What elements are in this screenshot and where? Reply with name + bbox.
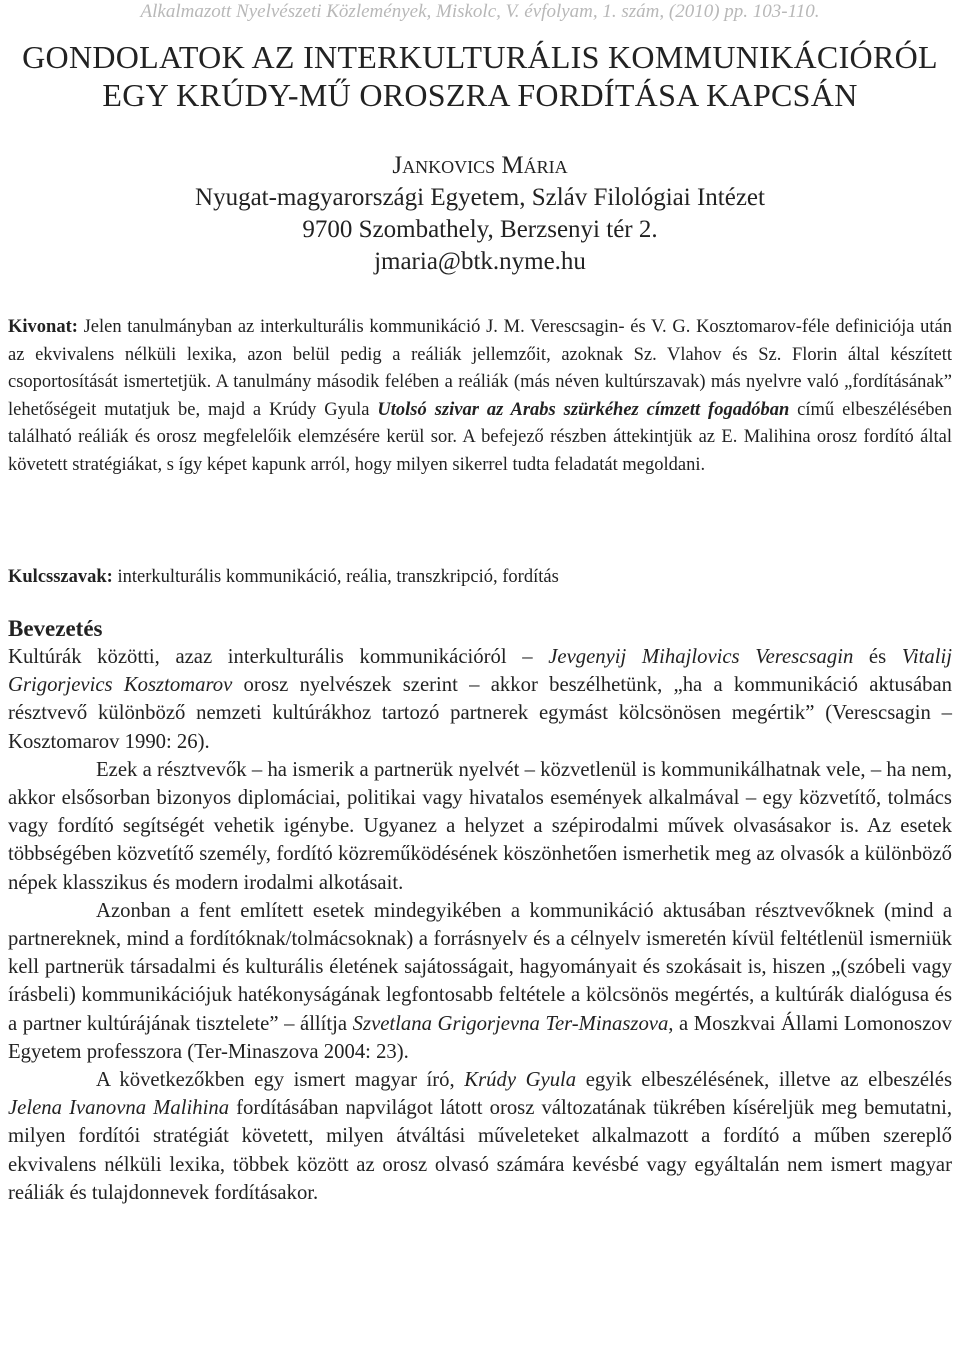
p3-text-a: Azonban a fent említett esetek mindegyikében a kommunikáció aktusában résztvevőknek (mind a partnereknek, mind a fordítóknak/tolmácsoknak) a forrásnyelv és a célnyelv ismeretén kívül feltétlenül ismerniük kell partnerük társadalmi és kulturális életének sajátosságait, hagyományait és szokásait is, hiszen „(szóbeli vagy írásbeli) kommunikációjuk hatékonyságának legfontosabb feltétele a kölcsönös megértés, a kultúrák dialógusa és a partner kultúrájának tisztelete” – állítja: [8, 899, 952, 1035]
abstract-work-title: Utolsó szivar az Arabs szürkéhez címzett fogadóban: [377, 399, 790, 420]
paragraph-4: [8, 1066, 952, 1207]
title-line-2: EGY KRÚDY-MŰ OROSZRA FORDÍTÁSA KAPCSÁN: [102, 77, 858, 113]
keywords: [8, 564, 952, 590]
running-head: Alkalmazott Nyelvészeti Közlemények, Miskolc, V. évfolyam, 1. szám, (2010) pp. 103-110.: [140, 1, 820, 22]
abstract-label: Kivonat:: [8, 317, 78, 337]
section-heading: Bevezetés: [8, 616, 103, 641]
author-email: jmaria@btk.nyme.hu: [374, 248, 586, 275]
keywords-text: interkulturális kommunikáció, reália, transzkripció, fordítás: [112, 567, 559, 587]
p1-text-b: és: [853, 646, 902, 668]
paper-title: [0, 38, 960, 114]
p3-name: Szvetlana Grigorjevna Ter-Minaszova,: [352, 1012, 674, 1035]
p1-name-1: Jevgenyij Mihajlovics Verescsagin: [548, 646, 854, 668]
p4-name-1: Krúdy Gyula: [464, 1069, 577, 1092]
paragraph-2: Ezek a résztvevők – ha ismerik a partnerük nyelvét – közvetlenül is kommunikálhatnak vele, – ha nem, akkor elsősorban bizonyos diplomáciai, politikai vagy hivatalos események alkalmával – egy közvetítő, tolmács vagy fordító segítségét vehetik igénybe. Ugyanez a helyzet a szépirodalmi művek olvasásakor is. Az esetek többségében közvetítő személy, fordító közreműködésének köszönhetően ismerhetik meg az olvasók a különböző népek klasszikus és modern irodalmi alkotásait.: [8, 758, 952, 894]
p3-text-b: a Moszkvai Állami Lomonoszov Egyetem professzora (Ter-Minaszova 2004: 23).: [8, 1012, 952, 1063]
author-address: 9700 Szombathely, Berzsenyi tér 2.: [302, 216, 658, 243]
author-name: Jankovics Mária: [392, 152, 568, 179]
title-line-1: GONDOLATOK AZ INTERKULTURÁLIS KOMMUNIKÁCIÓRÓL: [22, 39, 938, 75]
p4-name-2: Jelena Ivanovna Malihina: [8, 1097, 230, 1120]
abstract: [8, 314, 952, 480]
paragraph-1: [8, 643, 952, 756]
paragraph-3: [8, 897, 952, 1066]
p1-text-a: Kultúrák közötti, azaz interkulturális kommunikációról –: [8, 646, 549, 668]
p4-text-c: fordításában napvilágot látott orosz változatának tükrében kíséreljük meg bemutatni, milyen fordítói stratégiát követett, milyen átváltási műveleteket alkalmazott a fordító a műben szereplő ekvivalens nélküli lexika, többek között az orosz olvasó számára kevésbé vagy egyáltalán nem ismert magyar reáliák és tulajdonnevek fordításakor.: [8, 1097, 952, 1204]
author-affiliation: Nyugat-magyarországi Egyetem, Szláv Filológiai Intézet: [195, 184, 765, 211]
p4-text-a: A következőkben egy ismert magyar író,: [96, 1069, 465, 1092]
abstract-text-2: című elbeszélésében található reáliák és orosz megfelelőik elemzésére kerül sor. A befejező részben áttekintjük az E. Malihina orosz fordító által követett stratégiákat, s így képet kapunk arról, hogy milyen sikerrel tudta feladatát megoldani.: [8, 399, 952, 475]
p1-name-2: Vitalij Grigorjevics Kosztomarov: [8, 646, 952, 697]
author-block: [0, 150, 960, 278]
abstract-text-1: Jelen tanulmányban az interkulturális kommunikáció J. M. Verescsagin- és V. G. Kosztomarov-féle definiciója után az ekvivalens nélküli lexika, azon belül pedig a reáliák jellemzőit, azoknak Sz. Vlahov és Sz. Florin által készített csoportosítását ismertetjük. A tanulmány második felében a reáliák (más néven kultúrszavak) más nyelvre való „fordításának” lehetőségeit mutatjuk be, majd a Krúdy Gyula: [8, 317, 952, 420]
p4-text-b: egyik elbeszélésének, illetve az elbeszélés: [576, 1069, 952, 1092]
p1-text-c: orosz nyelvészek szerint – akkor beszélhetünk, „ha a kommunikáció aktusában résztvevő különböző nemzeti kultúrákhoz tartozó partnerek egymást kölcsönösen megértik” (Verescsagin – Kosztomarov 1990: 26).: [8, 674, 953, 753]
keywords-label: Kulcsszavak:: [8, 567, 113, 587]
body-text: [8, 643, 952, 1207]
